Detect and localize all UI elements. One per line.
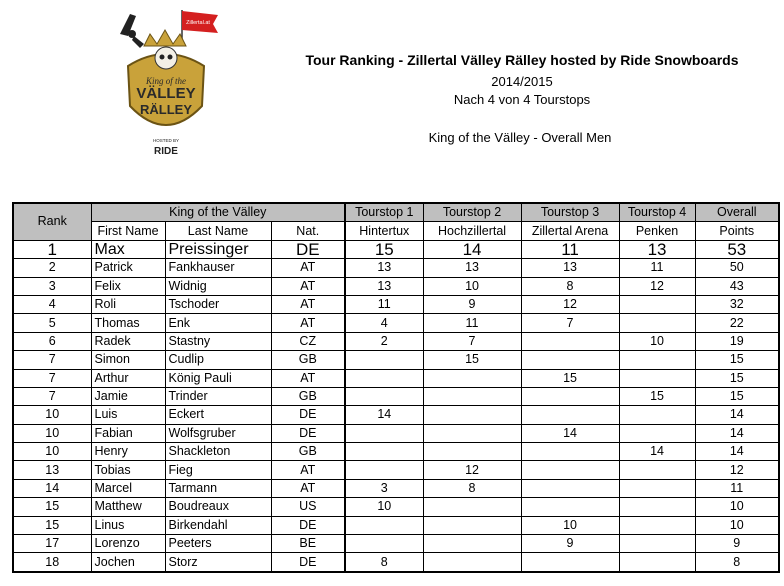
hintertux-points: 13 bbox=[345, 277, 423, 295]
rank-cell: 10 bbox=[13, 443, 91, 461]
zillertal-arena-points: 9 bbox=[521, 535, 619, 553]
hintertux-points: 14 bbox=[345, 406, 423, 424]
table-row bbox=[13, 498, 779, 516]
table-row bbox=[13, 259, 779, 277]
overall-points: 12 bbox=[695, 461, 779, 479]
nationality-cell: GB bbox=[271, 443, 345, 461]
last-name-cell: König Pauli bbox=[165, 369, 271, 387]
hochzillertal-points bbox=[423, 535, 521, 553]
last-name-cell: Tschoder bbox=[165, 295, 271, 313]
rank-cell: 10 bbox=[13, 424, 91, 442]
first-name-cell: Patrick bbox=[91, 259, 165, 277]
first-name-cell: Max bbox=[91, 240, 165, 258]
first-name-cell: Thomas bbox=[91, 314, 165, 332]
hintertux-header: Hintertux bbox=[345, 222, 423, 240]
hochzillertal-points bbox=[423, 553, 521, 572]
zillertal-arena-points: 7 bbox=[521, 314, 619, 332]
rank-cell: 17 bbox=[13, 535, 91, 553]
last-name-cell: Stastny bbox=[165, 332, 271, 350]
hintertux-points bbox=[345, 351, 423, 369]
rank-cell: 14 bbox=[13, 479, 91, 497]
hintertux-points bbox=[345, 387, 423, 405]
nationality-cell: US bbox=[271, 498, 345, 516]
penken-points: 13 bbox=[619, 240, 695, 258]
zillertal-arena-points: 15 bbox=[521, 369, 619, 387]
zillertal-arena-points bbox=[521, 461, 619, 479]
nationality-cell: AT bbox=[271, 461, 345, 479]
table-row bbox=[13, 535, 779, 553]
first-name-cell: Simon bbox=[91, 351, 165, 369]
hochzillertal-points: 7 bbox=[423, 332, 521, 350]
overall-points: 9 bbox=[695, 535, 779, 553]
penken-points bbox=[619, 461, 695, 479]
hochzillertal-points: 10 bbox=[423, 277, 521, 295]
table-row bbox=[13, 314, 779, 332]
nationality-cell: AT bbox=[271, 369, 345, 387]
last-name-cell: Preissinger bbox=[165, 240, 271, 258]
table-row bbox=[13, 240, 779, 258]
zillertal-arena-points bbox=[521, 351, 619, 369]
points-header: Points bbox=[695, 222, 779, 240]
zillertal-arena-points bbox=[521, 332, 619, 350]
hochzillertal-points: 9 bbox=[423, 295, 521, 313]
rank-cell: 15 bbox=[13, 498, 91, 516]
hochzillertal-points bbox=[423, 516, 521, 534]
overall-points: 50 bbox=[695, 259, 779, 277]
first-name-cell: Henry bbox=[91, 443, 165, 461]
nationality-cell: GB bbox=[271, 387, 345, 405]
logo-emblem bbox=[110, 6, 222, 161]
nationality-cell: GB bbox=[271, 351, 345, 369]
zillertal-arena-points bbox=[521, 498, 619, 516]
penken-points bbox=[619, 314, 695, 332]
first-name-cell: Linus bbox=[91, 516, 165, 534]
nationality-cell: BE bbox=[271, 535, 345, 553]
hintertux-points: 4 bbox=[345, 314, 423, 332]
last-name-cell: Enk bbox=[165, 314, 271, 332]
hintertux-points: 10 bbox=[345, 498, 423, 516]
hintertux-points: 3 bbox=[345, 479, 423, 497]
penken-points bbox=[619, 498, 695, 516]
category-title: King of the Välley - Overall Men bbox=[428, 130, 612, 145]
last-name-cell: Trinder bbox=[165, 387, 271, 405]
hochzillertal-points: 12 bbox=[423, 461, 521, 479]
hochzillertal-points bbox=[423, 498, 521, 516]
penken-points bbox=[619, 369, 695, 387]
hintertux-points bbox=[345, 516, 423, 534]
penken-points bbox=[619, 479, 695, 497]
rank-cell: 10 bbox=[13, 406, 91, 424]
zillertal-arena-points: 14 bbox=[521, 424, 619, 442]
zillertal-arena-points bbox=[521, 406, 619, 424]
logo-sponsor: RIDE bbox=[154, 146, 178, 157]
hochzillertal-points bbox=[423, 406, 521, 424]
hochzillertal-points bbox=[423, 369, 521, 387]
table-row bbox=[13, 461, 779, 479]
ranking-table bbox=[12, 202, 780, 573]
table-row bbox=[13, 479, 779, 497]
table-row bbox=[13, 406, 779, 424]
overall-points: 14 bbox=[695, 406, 779, 424]
overall-points: 43 bbox=[695, 277, 779, 295]
penken-points: 15 bbox=[619, 387, 695, 405]
nationality-cell: AT bbox=[271, 295, 345, 313]
last-name-cell: Peeters bbox=[165, 535, 271, 553]
last-name-cell: Tarmann bbox=[165, 479, 271, 497]
overall-points: 14 bbox=[695, 443, 779, 461]
hintertux-points bbox=[345, 443, 423, 461]
nationality-cell: DE bbox=[271, 240, 345, 258]
table-row bbox=[13, 516, 779, 534]
rank-cell: 2 bbox=[13, 259, 91, 277]
table-row bbox=[13, 424, 779, 442]
penken-points: 14 bbox=[619, 443, 695, 461]
first-name-cell: Tobias bbox=[91, 461, 165, 479]
rank-header: Rank bbox=[13, 203, 91, 240]
page-title: Tour Ranking - Zillertal Välley Rälley hosted by Ride Snowboards bbox=[305, 52, 739, 68]
hintertux-points: 8 bbox=[345, 553, 423, 572]
penken-points bbox=[619, 351, 695, 369]
last-name-cell: Widnig bbox=[165, 277, 271, 295]
penken-points bbox=[619, 553, 695, 572]
first-name-cell: Felix bbox=[91, 277, 165, 295]
rank-cell: 1 bbox=[13, 240, 91, 258]
hintertux-points bbox=[345, 535, 423, 553]
last-name-cell: Fankhauser bbox=[165, 259, 271, 277]
hochzillertal-points: 15 bbox=[423, 351, 521, 369]
table-row bbox=[13, 351, 779, 369]
overall-points: 10 bbox=[695, 516, 779, 534]
hintertux-points bbox=[345, 369, 423, 387]
overall-points: 15 bbox=[695, 369, 779, 387]
last-name-header: Last Name bbox=[165, 222, 271, 240]
last-name-cell: Wolfsgruber bbox=[165, 424, 271, 442]
overall-header: Overall bbox=[695, 203, 779, 222]
zillertal-arena-points bbox=[521, 443, 619, 461]
penken-points bbox=[619, 424, 695, 442]
first-name-cell: Jochen bbox=[91, 553, 165, 572]
nationality-cell: AT bbox=[271, 277, 345, 295]
hintertux-points: 2 bbox=[345, 332, 423, 350]
hochzillertal-points: 13 bbox=[423, 259, 521, 277]
logo-line3: RÄLLEY bbox=[140, 102, 192, 117]
first-name-header: First Name bbox=[91, 222, 165, 240]
first-name-cell: Lorenzo bbox=[91, 535, 165, 553]
penken-points: 11 bbox=[619, 259, 695, 277]
zillertal-arena-points: 13 bbox=[521, 259, 619, 277]
table-row bbox=[13, 387, 779, 405]
hochzillertal-header: Hochzillertal bbox=[423, 222, 521, 240]
overall-points: 11 bbox=[695, 479, 779, 497]
last-name-cell: Cudlip bbox=[165, 351, 271, 369]
zillertal-arena-points: 11 bbox=[521, 240, 619, 258]
table-row bbox=[13, 443, 779, 461]
rank-cell: 5 bbox=[13, 314, 91, 332]
penken-points: 12 bbox=[619, 277, 695, 295]
nationality-cell: AT bbox=[271, 479, 345, 497]
zillertal-arena-points bbox=[521, 479, 619, 497]
last-name-cell: Storz bbox=[165, 553, 271, 572]
rank-cell: 6 bbox=[13, 332, 91, 350]
tourstops-status: Nach 4 von 4 Tourstops bbox=[453, 92, 591, 107]
nationality-cell: CZ bbox=[271, 332, 345, 350]
tourstop-4-header: Tourstop 4 bbox=[619, 203, 695, 222]
rank-cell: 3 bbox=[13, 277, 91, 295]
first-name-cell: Arthur bbox=[91, 369, 165, 387]
hintertux-points bbox=[345, 424, 423, 442]
penken-header: Penken bbox=[619, 222, 695, 240]
penken-points bbox=[619, 295, 695, 313]
hintertux-points bbox=[345, 461, 423, 479]
rank-cell: 18 bbox=[13, 553, 91, 572]
overall-points: 15 bbox=[695, 351, 779, 369]
zillertal-arena-points: 10 bbox=[521, 516, 619, 534]
table-row bbox=[13, 295, 779, 313]
hintertux-points: 11 bbox=[345, 295, 423, 313]
nationality-cell: DE bbox=[271, 516, 345, 534]
penken-points bbox=[619, 516, 695, 534]
flag-text: Zillertal.at bbox=[186, 20, 210, 26]
first-name-cell: Radek bbox=[91, 332, 165, 350]
hintertux-points: 15 bbox=[345, 240, 423, 258]
rank-cell: 4 bbox=[13, 295, 91, 313]
nationality-cell: AT bbox=[271, 259, 345, 277]
nationality-cell: DE bbox=[271, 553, 345, 572]
last-name-cell: Fieg bbox=[165, 461, 271, 479]
hintertux-points: 13 bbox=[345, 259, 423, 277]
zillertal-arena-header: Zillertal Arena bbox=[521, 222, 619, 240]
first-name-cell: Luis bbox=[91, 406, 165, 424]
hochzillertal-points: 14 bbox=[423, 240, 521, 258]
overall-points: 22 bbox=[695, 314, 779, 332]
last-name-cell: Boudreaux bbox=[165, 498, 271, 516]
first-name-cell: Jamie bbox=[91, 387, 165, 405]
table-row bbox=[13, 332, 779, 350]
rank-cell: 7 bbox=[13, 387, 91, 405]
first-name-cell: Matthew bbox=[91, 498, 165, 516]
zillertal-arena-points: 8 bbox=[521, 277, 619, 295]
tourstop-1-header: Tourstop 1 bbox=[345, 203, 423, 222]
table-row bbox=[13, 277, 779, 295]
last-name-cell: Birkendahl bbox=[165, 516, 271, 534]
last-name-cell: Shackleton bbox=[165, 443, 271, 461]
overall-points: 8 bbox=[695, 553, 779, 572]
tourstop-2-header: Tourstop 2 bbox=[423, 203, 521, 222]
rank-cell: 13 bbox=[13, 461, 91, 479]
overall-points: 15 bbox=[695, 387, 779, 405]
rank-cell: 7 bbox=[13, 351, 91, 369]
zillertal-arena-points: 12 bbox=[521, 295, 619, 313]
hochzillertal-points: 8 bbox=[423, 479, 521, 497]
valley-ralley-logo bbox=[110, 6, 222, 161]
zillertal-arena-points bbox=[521, 553, 619, 572]
penken-points bbox=[619, 535, 695, 553]
penken-points: 10 bbox=[619, 332, 695, 350]
hochzillertal-points bbox=[423, 387, 521, 405]
logo-line2: VÄLLEY bbox=[136, 85, 196, 102]
rank-cell: 15 bbox=[13, 516, 91, 534]
nationality-header: Nat. bbox=[271, 222, 345, 240]
overall-points: 19 bbox=[695, 332, 779, 350]
nationality-cell: DE bbox=[271, 406, 345, 424]
hochzillertal-points bbox=[423, 443, 521, 461]
overall-points: 53 bbox=[695, 240, 779, 258]
zillertal-arena-points bbox=[521, 387, 619, 405]
rank-cell: 7 bbox=[13, 369, 91, 387]
hochzillertal-points: 11 bbox=[423, 314, 521, 332]
last-name-cell: Eckert bbox=[165, 406, 271, 424]
first-name-cell: Marcel bbox=[91, 479, 165, 497]
group-header: King of the Välley bbox=[91, 203, 345, 222]
overall-points: 14 bbox=[695, 424, 779, 442]
hochzillertal-points bbox=[423, 424, 521, 442]
season: 2014/2015 bbox=[491, 74, 553, 89]
penken-points bbox=[619, 406, 695, 424]
overall-points: 10 bbox=[695, 498, 779, 516]
first-name-cell: Roli bbox=[91, 295, 165, 313]
table-row bbox=[13, 369, 779, 387]
table-row bbox=[13, 553, 779, 572]
tourstop-3-header: Tourstop 3 bbox=[521, 203, 619, 222]
logo-hosted-by: HOSTED BY bbox=[152, 138, 180, 143]
overall-points: 32 bbox=[695, 295, 779, 313]
nationality-cell: AT bbox=[271, 314, 345, 332]
logo-line1: King of the bbox=[146, 76, 186, 86]
first-name-cell: Fabian bbox=[91, 424, 165, 442]
nationality-cell: DE bbox=[271, 424, 345, 442]
